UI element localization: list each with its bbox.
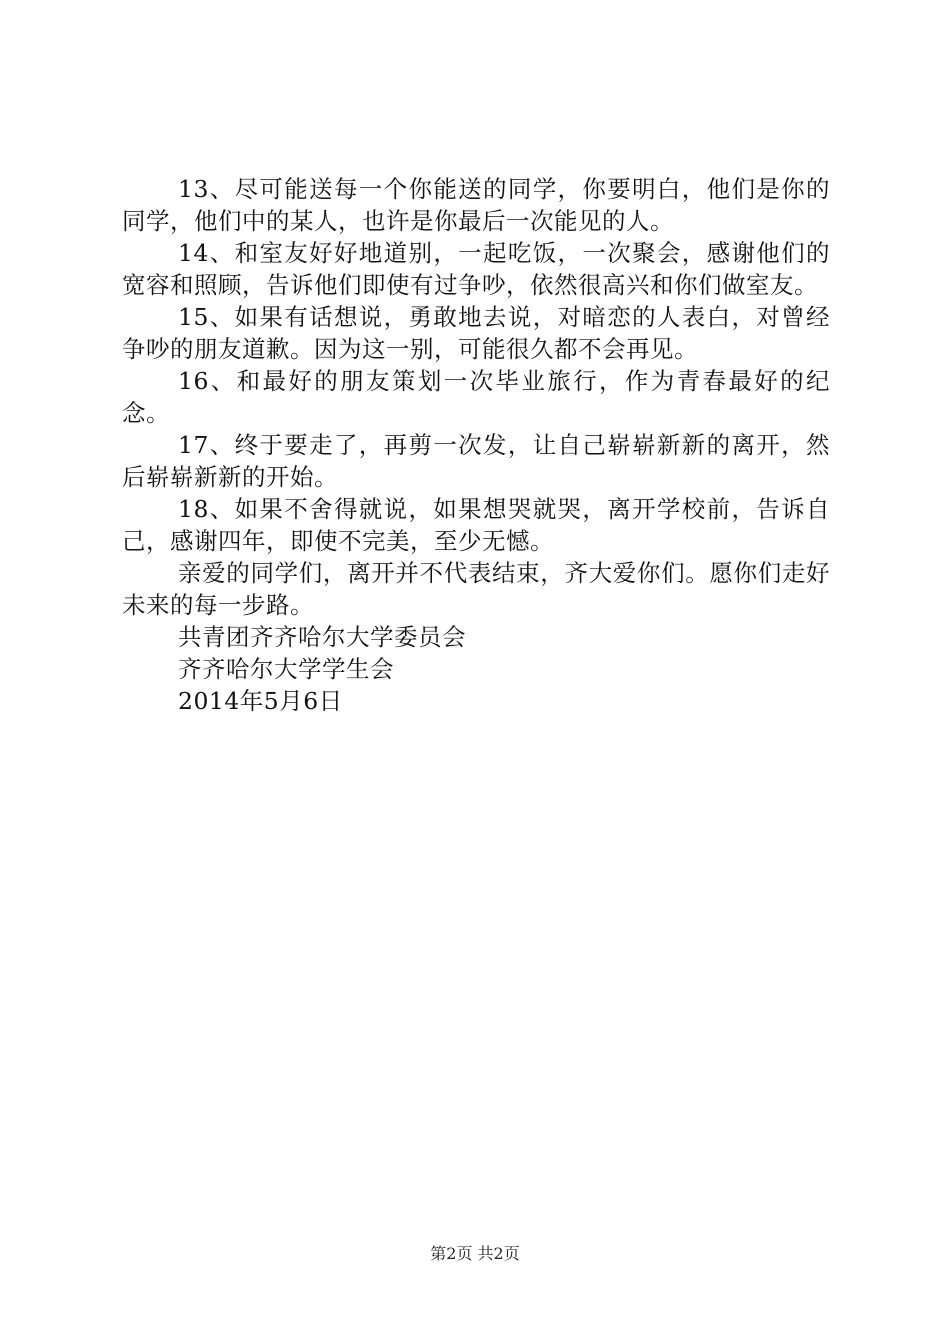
page-footer — [0, 1244, 950, 1264]
paragraph-17: 17、终于要走了，再剪一次发，让自己崭崭新新的离开，然后崭崭新新的开始。 — [122, 431, 830, 491]
paragraph-18: 18、如果不舍得就说，如果想哭就哭，离开学校前，告诉自己，感谢四年，即使不完美，至少无憾。 — [122, 495, 830, 555]
document-body — [122, 173, 830, 717]
paragraph-15: 15、如果有话想说，勇敢地去说，对暗恋的人表白，对曾经争吵的朋友道歉。因为这一别，可能很久都不会再见。 — [122, 303, 830, 363]
signature-org-league: 共青团齐齐哈尔大学委员会 — [178, 623, 466, 651]
paragraph-14: 14、和室友好好地道别，一起吃饭，一次聚会，感谢他们的宽容和照顾，告诉他们即使有过争吵，依然很高兴和你们做室友。 — [122, 239, 830, 299]
paragraph-16: 16、和最好的朋友策划一次毕业旅行，作为青春最好的纪念。 — [122, 367, 830, 427]
signature-org-union: 齐齐哈尔大学学生会 — [178, 655, 394, 683]
page-number: 第2页 共2页 — [430, 1244, 520, 1263]
paragraph-13: 13、尽可能送每一个你能送的同学，你要明白，他们是你的同学，他们中的某人，也许是你最后一次能见的人。 — [122, 175, 830, 235]
closing-paragraph: 亲爱的同学们，离开并不代表结束，齐大爱你们。愿你们走好未来的每一步路。 — [122, 559, 830, 619]
signature-date: 2014年5月6日 — [178, 687, 343, 715]
